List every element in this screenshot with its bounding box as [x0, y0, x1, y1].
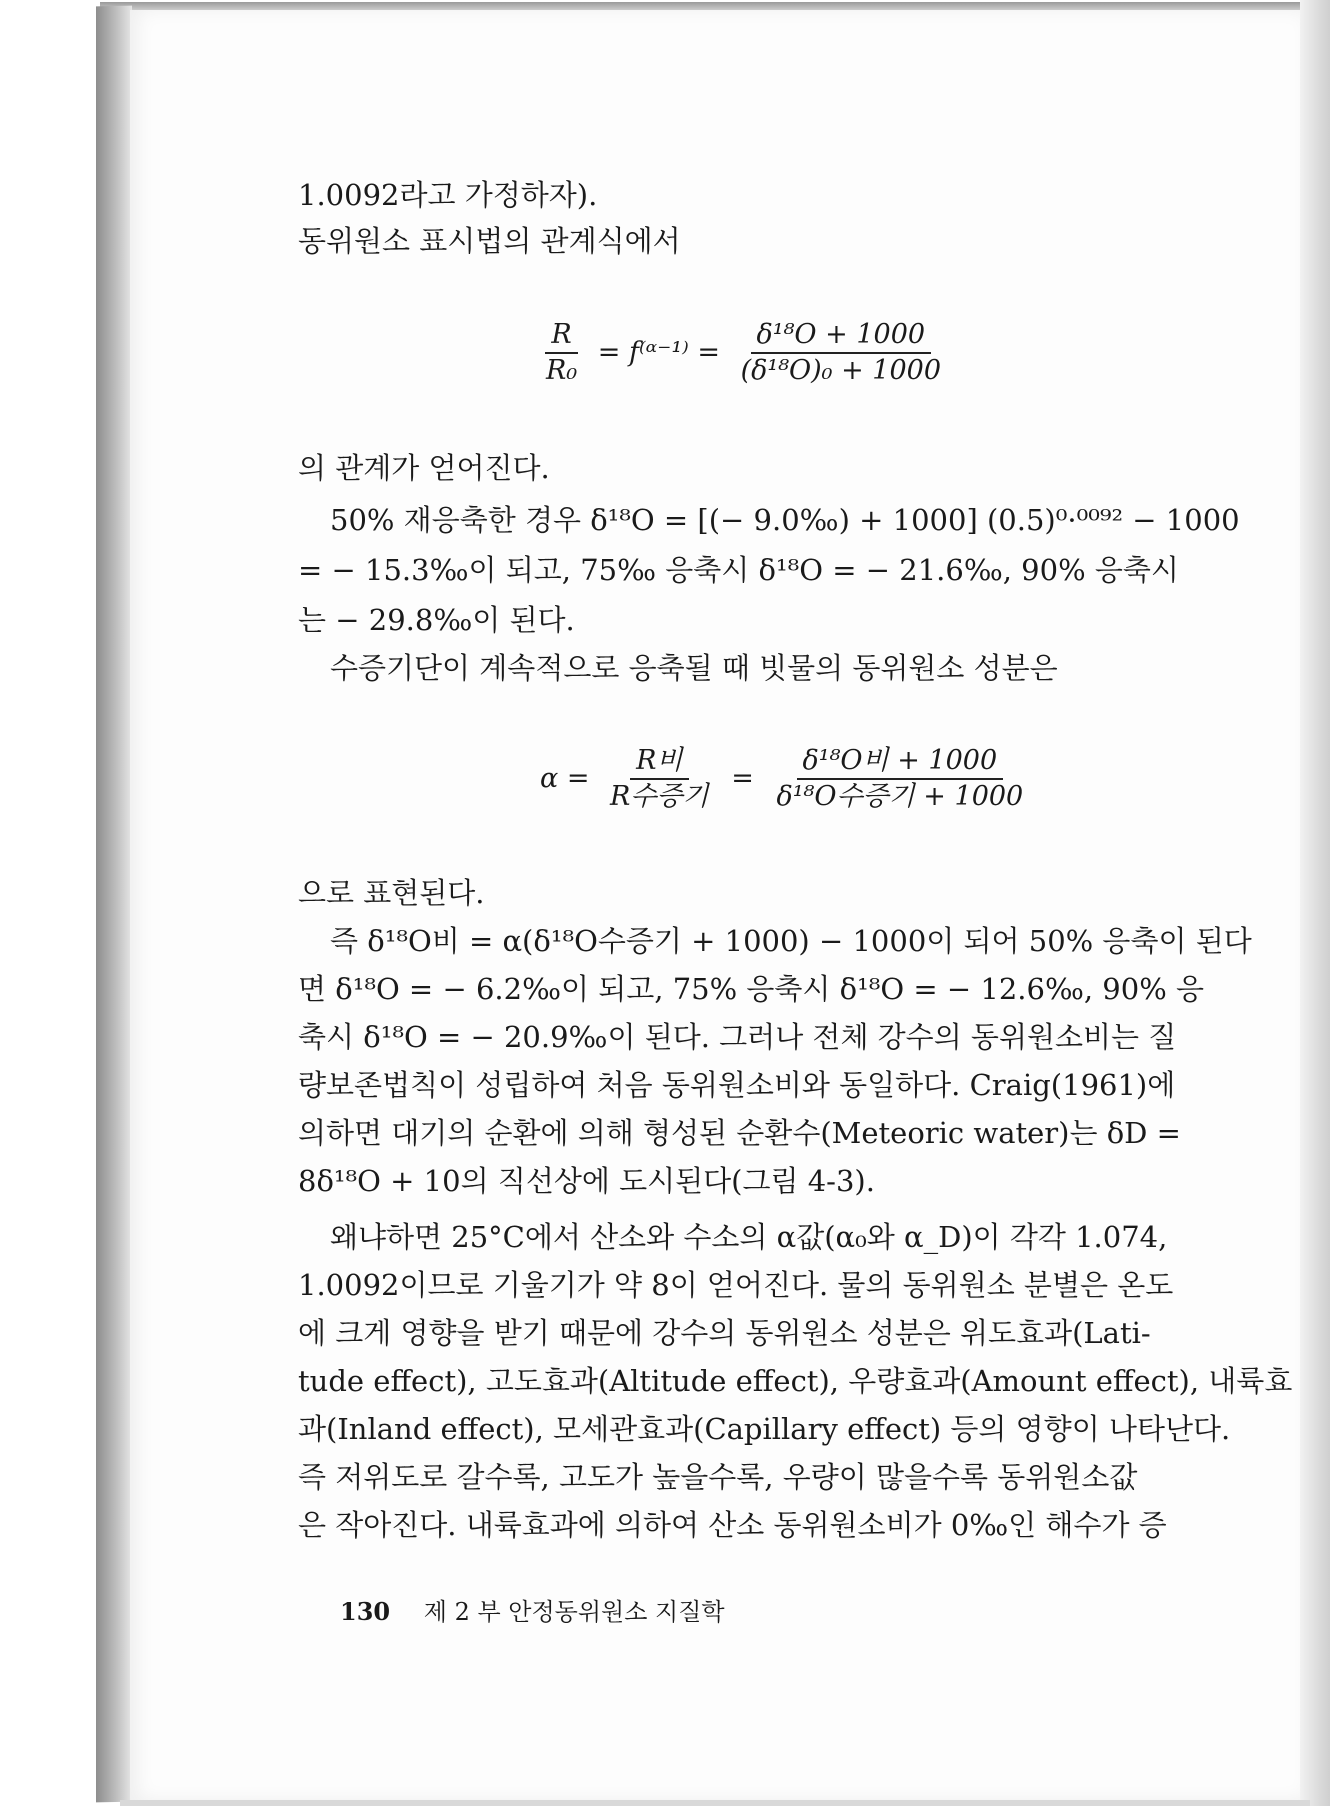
- text-line: 8δ¹⁸O + 10의 직선상에 도시된다(그림 4-3).: [298, 1164, 875, 1198]
- fraction-denominator: R수증기: [610, 781, 709, 812]
- fraction-numerator: δ¹⁸O + 1000: [751, 318, 932, 354]
- section-title: 제 2 부 안정동위원소 지질학: [423, 1598, 725, 1626]
- text-line: 으로 표현된다.: [298, 876, 485, 910]
- formula-fractionation: [540, 744, 1029, 814]
- fraction-r-ratio: [540, 318, 583, 388]
- text-line: 에 크게 영향을 받기 때문에 강수의 동위원소 성분은 위도효과(Lati-: [298, 1316, 1151, 1350]
- text-line: 축시 δ¹⁸O = − 20.9‰이 된다. 그러나 전체 강수의 동위원소비는 질: [298, 1020, 1177, 1054]
- book-bottom-edge: [120, 1800, 1310, 1806]
- formula-alpha: α =: [540, 762, 590, 794]
- fraction-numerator: R비: [630, 744, 688, 780]
- book-spine-edge: [96, 6, 132, 1803]
- fraction-denominator: (δ¹⁸O)₀ + 1000: [740, 355, 942, 386]
- formula-equals: =: [731, 762, 754, 794]
- fraction-denominator: δ¹⁸O수증기 + 1000: [776, 781, 1024, 812]
- text-line: 는 − 29.8‰이 된다.: [298, 603, 575, 637]
- text-line: 과(Inland effect), 모세관효과(Capillary effect) 등의 영향이 나타난다.: [298, 1412, 1231, 1446]
- text-line: 동위원소 표시법의 관계식에서: [298, 224, 681, 258]
- text-line: 50% 재응축한 경우 δ¹⁸O = [(− 9.0‰) + 1000] (0.5)⁰·⁰⁰⁹² − 1000: [330, 503, 1240, 537]
- fraction-numerator: δ¹⁸O비 + 1000: [797, 744, 1004, 780]
- formula-isotope-ratio: [540, 318, 947, 388]
- text-line: 즉 저위도로 갈수록, 고도가 높을수록, 우량이 많을수록 동위원소값: [298, 1460, 1138, 1494]
- text-line: 즉 δ¹⁸O비 = α(δ¹⁸O수증기 + 1000) − 1000이 되어 50% 응축이 된다: [330, 924, 1252, 958]
- formula-middle: = f⁽ᵅ⁻¹⁾ =: [597, 336, 720, 368]
- text-line: 의 관계가 얻어진다.: [298, 451, 550, 485]
- fraction-delta-rain: [770, 744, 1029, 814]
- text-line: 은 작아진다. 내륙효과에 의하여 산소 동위원소비가 0‰인 해수가 증: [298, 1508, 1167, 1542]
- text-line: 1.0092이므로 기울기가 약 8이 얻어진다. 물의 동위원소 분별은 온도: [298, 1268, 1174, 1302]
- text-line: tude effect), 고도효과(Altitude effect), 우량효과(Amount effect), 내륙효: [298, 1364, 1293, 1398]
- text-line: 량보존법칙이 성립하여 처음 동위원소비와 동일하다. Craig(1961)에: [298, 1068, 1176, 1102]
- fraction-r-rain: [604, 744, 715, 814]
- text-line: 수증기단이 계속적으로 응축될 때 빗물의 동위원소 성분은: [330, 651, 1058, 685]
- text-line: 면 δ¹⁸O = − 6.2‰이 되고, 75% 응축시 δ¹⁸O = − 12.6‰, 90% 응: [298, 972, 1204, 1006]
- text-line: 의하면 대기의 순환에 의해 형성된 순환수(Meteoric water)는 δD =: [298, 1116, 1181, 1150]
- fraction-numerator: R: [545, 318, 577, 354]
- text-line: 왜냐하면 25°C에서 산소와 수소의 α값(α₀와 α_D)이 각각 1.074,: [330, 1220, 1168, 1254]
- text-line: 1.0092라고 가정하자).: [298, 178, 598, 212]
- book-right-edge: [1300, 0, 1330, 1806]
- page-number: 130: [340, 1597, 391, 1626]
- fraction-delta: [735, 318, 947, 388]
- page-footer: [340, 1592, 725, 1627]
- text-line: = − 15.3‰이 되고, 75‰ 응축시 δ¹⁸O = − 21.6‰, 90% 응축시: [298, 553, 1179, 587]
- fraction-denominator: R₀: [546, 355, 578, 386]
